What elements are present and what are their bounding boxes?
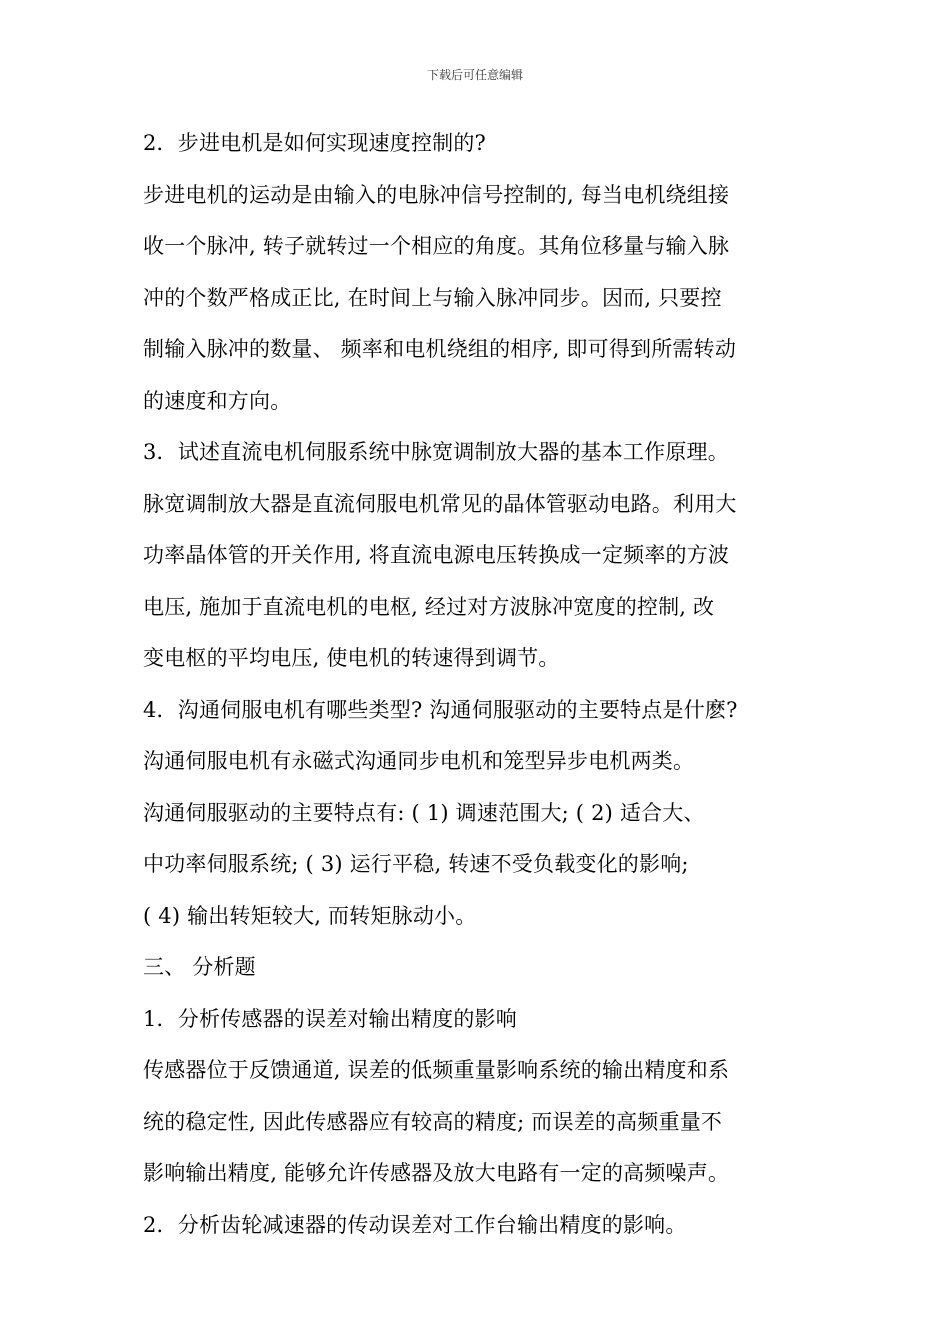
answer-3-line-4: 变电枢的平均电压, 使电机的转速得到调节。 [143, 646, 560, 670]
answer-2-line-2: 收一个脉冲, 转子就转过一个相应的角度。其角位移量与输入脉 [143, 234, 730, 258]
analysis-1-line-3: 影响输出精度, 能够允许传感器及放大电路有一定的高频噪声。 [143, 1161, 730, 1185]
answer-2-line-4: 制输入脉冲的数量、 频率和电机绕组的相序, 即可得到所需转动 [143, 337, 737, 361]
analysis-1-line-1: 传感器位于反馈通道, 误差的低频重量影响系统的输出精度和系 [143, 1058, 730, 1082]
answer-2-line-1: 步进电机的运动是由输入的电脉冲信号控制的, 每当电机绕组接 [143, 182, 730, 207]
section-heading: 三、 分析题 [143, 955, 256, 979]
answer-2-line-3: 冲的个数严格成正比, 在时间上与输入脉冲同步。因而, 只要控 [143, 285, 722, 310]
answer-3-line-3: 电压, 施加于直流电机的电枢, 经过对方波脉冲宽度的控制, 改 [143, 594, 715, 619]
question-2-title: 2．步进电机是如何实现速度控制的? [143, 131, 487, 155]
answer-3-line-1: 脉宽调制放大器是直流伺服电机常见的晶体管驱动电路。利用大 [143, 491, 737, 516]
answer-4-line-4: ( 4) 输出转矩较大, 而转矩脉动小。 [143, 903, 477, 928]
analysis-2-title: 2．分析齿轮减速器的传动误差对工作台输出精度的影响。 [143, 1212, 687, 1237]
analysis-1-title: 1．分析传感器的误差对输出精度的影响 [143, 1006, 517, 1031]
question-4-title: 4．沟通伺服电机有哪些类型? 沟通伺服驱动的主要特点是什麽? [143, 697, 738, 722]
answer-4-line-2: 沟通伺服驱动的主要特点有: ( 1) 调速范围大; ( 2) 适合大、 [143, 800, 705, 825]
page-header: 下载后可任意编辑 [426, 68, 523, 82]
answer-3-line-2: 功率晶体管的开关作用, 将直流电源电压转换成一定频率的方波 [143, 543, 730, 567]
analysis-1-line-2: 统的稳定性, 因此传感器应有较高的精度; 而误差的高频重量不 [143, 1109, 723, 1134]
document-body [143, 118, 813, 1251]
answer-4-line-1: 沟通伺服电机有永磁式沟通同步电机和笼型异步电机两类。 [143, 749, 695, 773]
answer-2-line-5: 的速度和方向。 [143, 388, 292, 413]
question-3-title: 3．试述直流电机伺服系统中脉宽调制放大器的基本工作原理。 [143, 440, 729, 464]
answer-4-line-3: 中功率伺服系统; ( 3) 运行平稳, 转速不受负载变化的影响; [143, 852, 689, 876]
